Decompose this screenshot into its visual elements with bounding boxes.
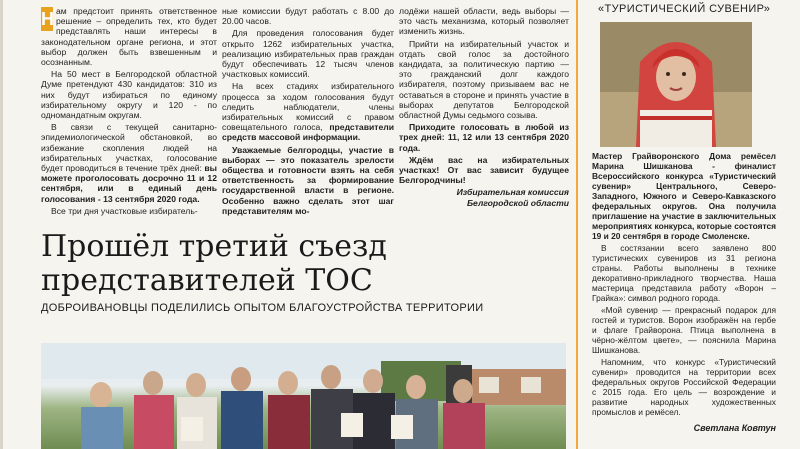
portrait-photo — [600, 22, 752, 147]
paragraph: «Мой сувенир — прекрасный подарок для гостей и туристов. Ворон изображён на гербе и флаге Грайворона. Птица выполнена в чёрно-жёлтом цвете», — пояснила Марина Шишканова. — [592, 305, 776, 355]
paragraph — [222, 81, 394, 142]
portrait-illustration — [600, 22, 752, 147]
article-signature: Избирательная комиссия Белгородской области — [456, 187, 569, 208]
column-election-3 — [399, 6, 569, 210]
sidebar-signature: Светлана Ковтун — [693, 423, 776, 433]
column-election-2 — [222, 6, 394, 218]
paragraph: ные комиссии будут работать с 8.00 до 20.00 часов. — [222, 6, 394, 27]
left-margin-bar — [0, 0, 3, 449]
paragraph-text: На всех стадиях избирательного процесса за ходом голосования будут следить наблюдатели, члены избирательных комиссий с правом совещательного голоса, — [222, 81, 394, 133]
drop-cap: Н — [41, 9, 54, 29]
paragraph: Ждём вас на избирательных участках! От вас зависит будущее Белгородчины! — [399, 154, 569, 186]
article-headline: Прошёл третий съезд представителей ТОС — [41, 229, 387, 298]
paragraph: Прийти на избирательный участок и отдать свой голос за достойного кандидата, за политическую партию — это гражданский долг каждого избирателя, поэтому призываем вас не оставаться в стороне и принять участие в выборах депутатов Белгородской областной Думы седьмого созыва. — [399, 38, 569, 121]
sidebar-caption: Мастер Грайворонского Дома ремёсел Марина Шишканова - финалист Всероссийского конкурса «Туристический сувенир» Центрального, Северо-Западного, Южного и Северо-Кавказского федеральных округов. Она получила приглашение на участие в заключительных мероприятиях конкурса, которые состоятся 19 и 20 сентября в городе Смоленске. — [592, 151, 776, 241]
paragraph: На 50 мест в Белгородской областной Думе претендуют 430 кандидатов: 310 из них будут избираться по единому избирательному округу и 120 - по одномандатным округам. — [41, 69, 217, 121]
lead-paragraph — [41, 6, 217, 67]
paragraph: Напомним, что конкурс «Туристический сувенир» проводится на территории всех федеральных округов Российской Федерации с 2015 года. Его цель — возрождение и развитие народных художественных промыслов и ремёсел. — [592, 357, 776, 417]
sidebar-divider — [576, 0, 578, 449]
paragraph: Приходите голосовать в любой из трех дней: 11, 12 или 13 сентября 2020 года. — [399, 122, 569, 153]
paragraph-bold-text: вы можете проголосовать досрочно 11 и 12 сентября, или в единый день голосования - 13 сентября 2020 года. — [41, 163, 217, 204]
paragraph: В состязании всего заявлено 800 туристических сувениров из 31 региона страны. Работы выполнены в технике декоративно-прикладного творчества. Наша мастерица представила работу «Ворон – Грайка»: символ родного города. — [592, 243, 776, 303]
paragraph: Все три дня участковые избиратель- — [51, 205, 198, 216]
paragraph: Уважаемые белгородцы, участие в выборах — это показатель зрелости общества и готовности взять на себя ответственность за формирование государственной власти в регионе. Особенно важно сделать этот шаг представителям мо- — [222, 144, 394, 216]
paragraph — [41, 122, 217, 204]
paragraph: лодёжи нашей области, ведь выборы — это часть механизма, который позволяет изменить жизнь. — [399, 6, 569, 37]
article-subheadline: ДОБРОИВАНОВЦЫ ПОДЕЛИЛИСЬ ОПЫТОМ БЛАГОУСТРОЙСТВА ТЕРРИТОРИИ — [41, 302, 484, 314]
paragraph: Для проведения голосования будет открыто 1262 избирательных участка, реализацию избирательных прав граждан будут обеспечивать 12 тысяч членов участковых комиссий. — [222, 28, 394, 80]
sidebar-body — [592, 151, 776, 433]
sidebar-title: «ТУРИСТИЧЕСКИЙ СУВЕНИР» — [598, 3, 771, 15]
group-photo — [41, 343, 566, 449]
lead-text: ам предстоит принять ответственное решение – определить тех, кто будет представлять наши интересы в законодательном органе региона, и этот выбор должен быть взвешенным и осознанным. — [41, 6, 217, 68]
group-photo-illustration — [41, 343, 566, 449]
paragraph-bold-text: представители средств массовой информации. — [222, 122, 394, 143]
paragraph-text: В связи с текущей санитарно-эпидемиологической обстановкой, во избежание скопления людей на избирательных участках, голосование будет проводиться в течение трёх дней: — [41, 122, 217, 174]
sidebar-souvenir — [592, 0, 776, 433]
column-election-1 — [41, 6, 217, 218]
